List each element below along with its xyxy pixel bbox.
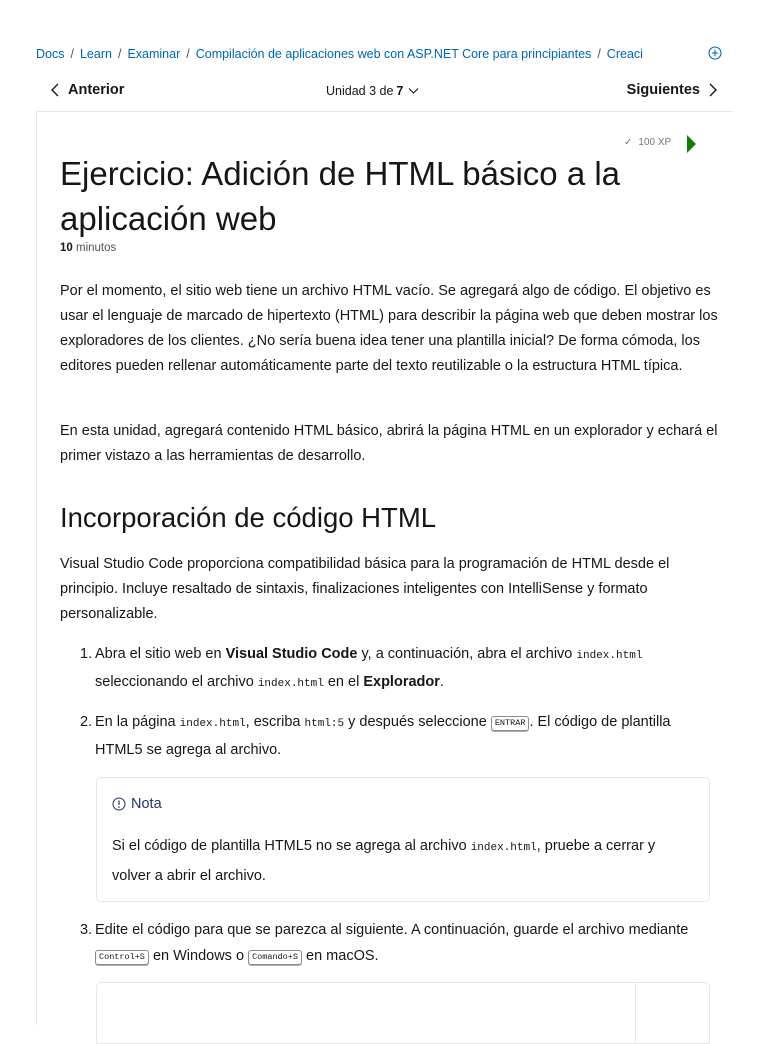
breadcrumb-separator: / xyxy=(186,47,190,61)
step-text-part: Edite el código para que se parezca al siguiente. A continuación, guarde el archivo mediante xyxy=(95,922,689,938)
step-number: 1. xyxy=(80,646,93,662)
step-number: 2. xyxy=(80,714,93,730)
step-strong-text: Explorador xyxy=(363,674,440,690)
intro-paragraph-1: Por el momento, el sitio web tiene un archivo HTML vacío. Se agregará algo de código. El objetivo es usar el lenguaje de marcado de hipertexto (HTML) para describir la página web que deben mostrar los exploradores de los clientes. ¿No sería buena idea tener una plantilla inicial? De forma cómoda, los editores pueden rellenar automáticamente parte del texto reutilizable o la estructura HTML típica. xyxy=(60,283,718,374)
next-unit-link[interactable] xyxy=(627,82,718,98)
note-text-part: volver a abrir el archivo. xyxy=(112,868,266,884)
section-heading: Incorporación de código HTML xyxy=(60,502,437,533)
breadcrumb-current[interactable]: Creaci xyxy=(606,47,643,61)
step-text xyxy=(95,709,715,763)
breadcrumb-learn[interactable]: Learn xyxy=(79,47,112,61)
xp-badge xyxy=(624,137,671,148)
unit-counter-dropdown[interactable] xyxy=(326,84,419,98)
chevron-right-icon xyxy=(708,83,718,97)
step-text-part: en Windows o xyxy=(148,948,249,964)
duration xyxy=(60,242,116,254)
breadcrumb-separator: / xyxy=(597,47,601,61)
next-label: Siguientes xyxy=(626,82,700,98)
note-title-row xyxy=(112,796,162,812)
inline-code: index.html xyxy=(470,842,537,854)
step-text-part: y después seleccione xyxy=(344,714,491,730)
note-body xyxy=(112,832,697,890)
step-text-part: . El código de plantilla xyxy=(529,714,671,730)
inline-code: html:5 xyxy=(304,718,345,730)
step-text-part: HTML5 se agrega al archivo. xyxy=(95,742,282,758)
chevron-down-icon xyxy=(408,87,419,95)
chevron-left-icon xyxy=(50,83,60,97)
list-item-step-2 xyxy=(80,709,720,763)
keyboard-key-command-s: Comando+S xyxy=(248,950,302,965)
breadcrumb xyxy=(36,45,643,63)
list-item-step-3 xyxy=(80,917,720,971)
step-text-part: en macOS. xyxy=(301,948,379,964)
xp-label: 100 XP xyxy=(638,137,672,148)
step-text xyxy=(95,917,715,969)
step-strong-text: Visual Studio Code xyxy=(225,646,358,662)
step-text-part: Abra el sitio web en xyxy=(95,646,226,662)
plus-circle-icon[interactable] xyxy=(707,45,723,61)
breadcrumb-docs[interactable]: Docs xyxy=(36,47,65,61)
play-icon[interactable] xyxy=(687,135,696,153)
intro-paragraph-2: En esta unidad, agregará contenido HTML básico, abrirá la página HTML en un explorador y echará el primer vistazo a las herramientas de desarrollo. xyxy=(60,423,718,464)
note-title: Nota xyxy=(131,796,162,812)
note-text-part: Si el código de plantilla HTML5 no se agrega al archivo xyxy=(112,838,471,854)
unit-counter-prefix: Unidad 3 de xyxy=(326,84,394,98)
breadcrumb-separator: / xyxy=(70,47,74,61)
code-block xyxy=(96,982,710,1044)
step-text-part: seleccionando el archivo xyxy=(95,674,258,690)
unit-navigation xyxy=(36,80,732,104)
check-icon: ✓ xyxy=(624,137,633,148)
step-text xyxy=(95,641,715,697)
step-text-part: , escriba xyxy=(245,714,305,730)
note-callout xyxy=(96,777,710,902)
duration-unit: minutos xyxy=(76,242,117,254)
list-item-step-1 xyxy=(80,641,720,695)
duration-value: 10 xyxy=(60,242,73,254)
keyboard-key-control-s: Control+S xyxy=(95,950,149,965)
inline-code: index.html xyxy=(257,678,324,690)
breadcrumb-separator: / xyxy=(117,47,122,61)
page-title: Ejercicio: Adición de HTML básico a la aplicación web xyxy=(60,155,621,237)
keyboard-key-enter: ENTRAR xyxy=(491,716,530,731)
note-text-part: , pruebe a cerrar y xyxy=(536,838,656,854)
info-circle-icon xyxy=(112,797,126,811)
section-paragraph: Visual Studio Code proporciona compatibilidad básica para la programación de HTML desde el principio. Incluye resaltado de sintaxis, finalizaciones inteligentes con IntelliSense y formato personalizable. xyxy=(60,556,670,622)
breadcrumb-examinar[interactable]: Examinar xyxy=(127,47,181,61)
step-text-part: y, a continuación, abra el archivo xyxy=(357,646,577,662)
breadcrumb-module[interactable]: Compilación de aplicaciones web con ASP.NET Core para principiantes xyxy=(195,47,592,61)
step-text-part: En la página xyxy=(95,714,180,730)
inline-code: index.html xyxy=(179,718,246,730)
unit-counter-total: 7 xyxy=(396,84,404,98)
step-text-part: en el xyxy=(323,674,364,690)
inline-code: index.html xyxy=(576,650,643,662)
step-number: 3. xyxy=(80,922,93,938)
previous-label: Anterior xyxy=(68,82,125,98)
step-text-part: . xyxy=(439,674,444,690)
previous-unit-link[interactable] xyxy=(50,82,124,98)
code-block-divider xyxy=(635,983,636,1043)
